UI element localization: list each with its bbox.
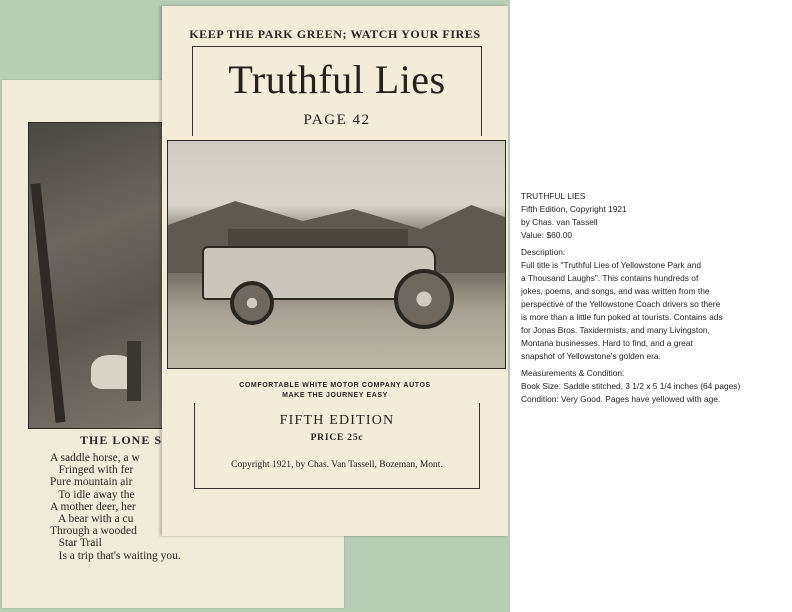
tree-shape xyxy=(30,183,65,423)
listing-description xyxy=(521,190,781,406)
listing-author: by Chas. van Tassell xyxy=(521,217,598,227)
listing-value: Value: $60.00 xyxy=(521,230,573,240)
description-line: Montana businesses. Hard to find, and a great xyxy=(521,338,693,348)
poem-line: To idle away the xyxy=(50,488,135,501)
caption-line: COMFORTABLE WHITE MOTOR COMPANY AUTOS xyxy=(239,382,431,389)
description-line: for Jonas Bros. Taxidermists, and many Livingston, xyxy=(521,325,710,335)
description-line: perspective of the Yellowstone Coach drivers so there xyxy=(521,299,721,309)
condition: Condition: Very Good. Pages have yellowed with age. xyxy=(521,394,721,404)
poem-line: Is a trip that's waiting you. xyxy=(50,549,181,562)
copyright-label: Copyright 1921, by Chas. Van Tassell, Bozeman, Mont. xyxy=(231,460,443,470)
description-line: Full title is "Truthful Lies of Yellowstone Park and xyxy=(521,260,702,270)
poem-line: Pure mountain air xyxy=(50,476,133,489)
description-label: Description: xyxy=(521,247,566,257)
rider-shape xyxy=(127,341,141,401)
description-line: jokes, poems, and songs, and was written from the xyxy=(521,286,710,296)
price-label: PRICE 25c xyxy=(310,433,364,443)
title-box xyxy=(192,46,482,136)
poem-line: Through a wooded xyxy=(50,525,137,538)
poem-line: A saddle horse, a w xyxy=(50,452,140,464)
measurements-label: Measurements & Condition: xyxy=(521,368,625,378)
poem-line: Star Trail xyxy=(50,537,102,550)
front-wheel-shape xyxy=(394,269,454,329)
page-label: PAGE 42 xyxy=(303,112,371,128)
edition-box xyxy=(194,403,480,489)
book-size: Book Size: Saddle stitched, 3 1/2 x 5 1/4 inches (64 pages) xyxy=(521,381,741,391)
poem-line: A mother deer, her xyxy=(50,500,136,513)
book-title: Truthful Lies xyxy=(228,57,446,102)
description-line: snapshot of Yellowstone's golden era. xyxy=(521,351,661,361)
poem-line: A bear with a cu xyxy=(50,513,134,526)
poem-line: Fringed with fer xyxy=(50,464,134,477)
description-line: is more than a little fun poked at tourists. Contains ads xyxy=(521,312,723,322)
photo-caption xyxy=(162,381,508,401)
description-line: a Thousand Laughs". This contains hundreds of xyxy=(521,273,699,283)
listing-heading: TRUTHFUL LIES xyxy=(521,191,586,201)
cover-banner: KEEP THE PARK GREEN; WATCH YOUR FIRES xyxy=(189,27,481,41)
rear-wheel-shape xyxy=(230,281,274,325)
poem-title: THE LONE S xyxy=(80,433,163,447)
front-cover xyxy=(162,6,508,536)
touring-car-photo xyxy=(167,140,506,369)
caption-line: MAKE THE JOURNEY EASY xyxy=(282,392,388,399)
listing-edition: Fifth Edition, Copyright 1921 xyxy=(521,204,627,214)
edition-label: FIFTH EDITION xyxy=(279,413,395,428)
